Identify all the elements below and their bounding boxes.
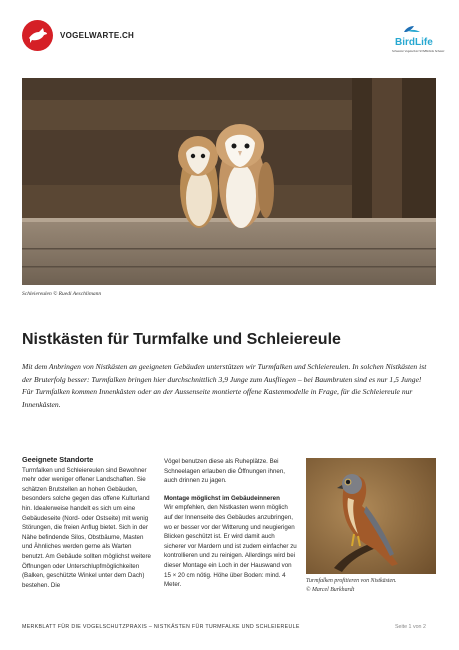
birdlife-subtitle: Schweizer Vogelschutz SVS/BirdLife Schweiz (392, 50, 445, 53)
page-title: Nistkästen für Turmfalke und Schleiereule (22, 331, 341, 348)
vogelwarte-logo (22, 20, 53, 51)
footer-title: MERKBLATT FÜR DIE VOGELSCHUTZPRAXIS – NISTKÄSTEN FÜR TURMFALKE UND SCHLEIEREULE (22, 624, 300, 630)
intro-text (22, 361, 437, 411)
birdlife-bird-icon (390, 20, 442, 38)
kestrel-caption-text: Turmfalken profitieren von Nistkästen. (306, 578, 397, 584)
body-text: Vögel benutzen diese als Ruheplätze. Bei Schneelagen erlauben die Öffnungen ihnen, auch drinnen zu jagen. (164, 458, 285, 485)
intro-paragraph: Für Turmfalken kommen Innenkästen oder an der Aussenseite montierte offene Kastenmodelle in Frage, für die Schleiereule nur Innenkästen. (22, 387, 413, 409)
column-montage (164, 457, 298, 590)
body-text: Turmfalken und Schleiereulen sind Bewohner mehr oder weniger offener Landschaften. Sie schätzen Brutstellen an hohen Gebäuden, besonders solche gegen das offene Kulturland hin. Idealerweise handelt es sich um eine Gebäudeseite (Nord- oder Ostseite) mit wenig Störungen, die freien Anflug bietet. Sich in der Nähe befindende Silos, Obstbäume, Masten und Ähnliches werden gerne als Warten benutzt. Am Gebäude sollten möglichst weitere Öffnungen oder Unterschlupfmöglichkeiten (Balken, geschützte Winkel unter dem Dach) bestehen. Die (22, 466, 151, 589)
photo-caption: Schleiereulen © Ruedi Aeschlimann (22, 291, 102, 297)
page-number: Seite 1 von 2 (395, 624, 426, 630)
vogelwarte-logo-text: VOGELWARTE.CH (60, 31, 135, 40)
body-text: Wir empfehlen, den Nistkasten wenn möglich auf der Innenseite des Gebäudes anzubringen, wo er besser vor der Witterung und neugierigen Blicken geschützt ist. Er wird damit auch sicherer vor Mardern und ist zudem einfacher zu kontrollieren und zu reinigen. Allerdings wird bei dieser Montage ein Loch in der Hauswand von 15 × 20 cm nötig. Höhe über Boden: mind. 4 Meter. (164, 504, 297, 589)
vogelwarte-bird-icon (22, 20, 53, 51)
kestrel-caption-credit: © Marcel Burkhardt (306, 587, 355, 593)
column-standorte (22, 455, 154, 590)
section-heading: Geeignete Standorte (22, 455, 94, 464)
kestrel-photo (306, 458, 436, 574)
barn-owl-photo (22, 78, 436, 285)
section-heading: Montage möglichst im Gebäudeinneren (164, 494, 280, 502)
birdlife-logo-text: BirdLife (395, 37, 433, 48)
intro-paragraph: Mit dem Anbringen von Nistkästen an geeigneten Gebäuden unterstützen wir Turmfalken und Schleiereulen. In solchen Nistkästen ist der Bruterfolg besser: Turmfalken bringen hier durchschnittlich 3,9 Junge zum Ausfliegen – bei Baumbruten sind es nur 1,5 Junge! (22, 362, 427, 384)
kestrel-caption (306, 577, 441, 595)
